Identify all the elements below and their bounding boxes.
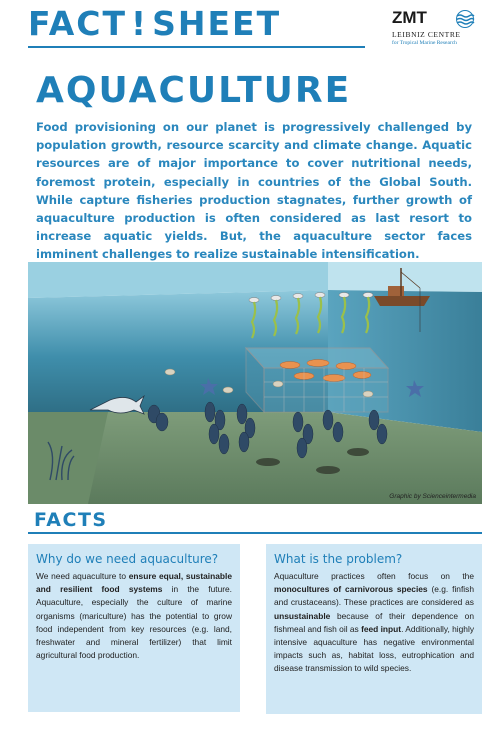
header-rule — [28, 46, 365, 48]
page-title: AQUACULTURE — [36, 70, 352, 111]
fact-heading-why: Why do we need aquaculture? — [36, 552, 219, 566]
zmt-logo — [392, 8, 482, 50]
fact-text-why: We need aquaculture to ensure equal, sustainable and resilient food systems in the future. Aquaculture, especially the culture of marine organisms (mariculture) has the potential to grow food independent from key resources (e.g. land, freshwater and mineral fertilizer) that limit agricultural food production. — [36, 571, 233, 661]
facts-heading: FACTS — [34, 509, 108, 531]
header — [0, 0, 504, 56]
fact-heading-problem: What is the problem? — [274, 552, 403, 566]
aquaculture-illustration — [28, 262, 482, 504]
logo-line2: for Tropical Marine Research — [392, 40, 457, 46]
facts-rule — [28, 532, 482, 534]
fact-box-problem — [266, 544, 482, 714]
logo-line1: LEIBNIZ CENTRE — [392, 30, 461, 39]
fact-text-problem: Aquaculture practices often focus on the monocultures of carnivorous species (e.g. finfish and crustaceans). These practices are considered as unsustainable because of their dependence on fishmeal and fish oil as feed input. Additionally, highly intensive aquaculture has negative environmental impacts such as, habitat loss, eutrophication and disease transmission to wild species. — [274, 571, 475, 674]
title-exclamation: ! — [131, 4, 149, 43]
logo-name: ZMT — [392, 8, 427, 27]
wave-icon — [454, 10, 476, 28]
title-sheet: SHEET — [152, 4, 282, 43]
graphic-credit: Graphic by Scienceintermedia — [389, 493, 476, 500]
fact-sheet-title — [28, 4, 281, 43]
fish-cage — [246, 348, 388, 412]
underwater-scene — [28, 262, 482, 504]
fact-box-why — [28, 544, 240, 712]
title-fact: FACT — [28, 4, 128, 43]
intro-paragraph: Food provisioning on our planet is progressively challenged by population growth, resource scarcity and climate change. Aquatic resources are of major importance to cover nutritional needs, foremost protein, especially in countries of the Global South. While capture fisheries production stagnates, further growth of aquaculture production is often considered as last resort to increase aquatic yields. But, the aquaculture sector faces imminent challenges to realize sustainable intensification. — [36, 120, 472, 262]
